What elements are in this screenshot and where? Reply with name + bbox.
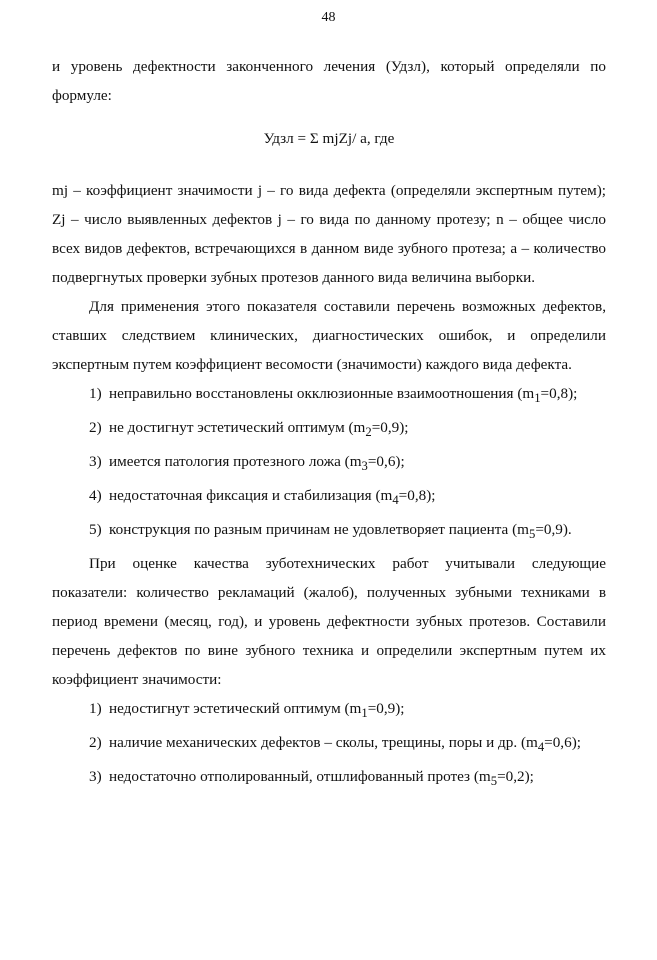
- list-item-number: 1): [89, 385, 102, 402]
- coef-subscript: 5: [528, 527, 536, 542]
- coef-label: (m: [512, 521, 529, 539]
- coef-subscript: 4: [537, 740, 545, 755]
- coef-subscript: 1: [534, 391, 541, 406]
- paragraph-defects-technician: При оценке качества зуботехнических работ учитывали следующие показатели: количество рекламаций (жалоб), полученных зубными техниками в период времени (месяц, год), и уровень дефектности зубных протезов. Составили перечень дефектов по вине зубного техника и определили экспертным путем их коэффициент значимости:: [52, 555, 606, 689]
- list-item-text: недостигнут эстетический оптимум: [109, 700, 345, 718]
- coef-value: =0,9);: [367, 700, 405, 718]
- list-item-number: 1): [89, 700, 102, 718]
- list-item: [52, 379, 606, 413]
- list-item-number: 2): [89, 419, 102, 437]
- list-item: [52, 515, 606, 549]
- coef-value: =0,6);: [544, 734, 581, 752]
- coef-value: =0,8);: [540, 385, 578, 402]
- paragraph-defects-clinical: Для применения этого показателя составили перечень возможных дефектов, ставших следствием клинических, диагностических ошибок, и определили экспертным путем коэффициент весомости (значимости) каждого вида дефекта.: [52, 298, 606, 373]
- list-item-number: 2): [89, 734, 102, 752]
- list-item-text: имеется патология протезного ложа: [109, 453, 345, 471]
- page-content: [52, 52, 606, 796]
- coef-value: =0,6);: [367, 453, 405, 471]
- list-item-text: неправильно восстановлены окклюзионные взаимоотношения: [109, 385, 518, 402]
- coef-subscript: 1: [361, 706, 368, 721]
- list-item-number: 5): [89, 521, 102, 539]
- list-item-number: 3): [89, 768, 102, 786]
- list-item-number: 4): [89, 487, 102, 505]
- list-item-text: не достигнут эстетический оптимум: [109, 419, 349, 437]
- definition-paragraph: mj – коэффициент значимости j – го вида дефекта (определяли экспертным путем); Zj – число выявленных дефектов j – го вида по данному протезу; n – общее число всех видов дефектов, встречающихся в данном виде зубного протеза; a – количество подвергнутых проверки зубных протезов данного вида величина выборки.: [52, 182, 606, 286]
- list-item-text: конструкция по разным причинам не удовлетворяет пациента: [109, 521, 513, 539]
- coef-value: =0,9);: [371, 419, 409, 437]
- list-item: [52, 762, 606, 796]
- technician-defects-list: [52, 694, 606, 796]
- coef-subscript: 3: [361, 459, 368, 474]
- coef-value: =0,9).: [535, 521, 572, 539]
- clinical-defects-list: [52, 379, 606, 549]
- list-item-text: недостаточная фиксация и стабилизация: [109, 487, 376, 505]
- list-item: [52, 728, 606, 762]
- coef-value: =0,8);: [398, 487, 436, 505]
- list-item: [52, 694, 606, 728]
- list-item-text: наличие механических дефектов – сколы, трещины, поры и др.: [109, 734, 521, 752]
- list-item-number: 3): [89, 453, 102, 471]
- list-item: [52, 413, 606, 447]
- coef-label: (m: [348, 419, 366, 437]
- coef-value: =0,2);: [497, 768, 534, 786]
- coef-subscript: 2: [365, 425, 372, 440]
- coef-subscript: 4: [392, 493, 399, 508]
- coef-label: (m: [520, 734, 538, 752]
- coef-label: (m: [344, 453, 362, 471]
- coef-label: (m: [375, 487, 393, 505]
- coef-subscript: 5: [490, 774, 498, 789]
- formula: Удзл = Σ mjZj/ a, где: [263, 130, 395, 147]
- coef-label: (m: [344, 700, 362, 718]
- coef-label: (m: [473, 768, 491, 786]
- coef-label: (m: [517, 385, 535, 402]
- page-number: 48: [321, 10, 336, 25]
- list-item: [52, 447, 606, 481]
- intro-paragraph: и уровень дефектности законченного лечения (Удзл), который определяли по формуле:: [52, 58, 606, 104]
- list-item-text: недостаточно отполированный, отшлифованный протез: [109, 768, 474, 786]
- list-item: [52, 481, 606, 515]
